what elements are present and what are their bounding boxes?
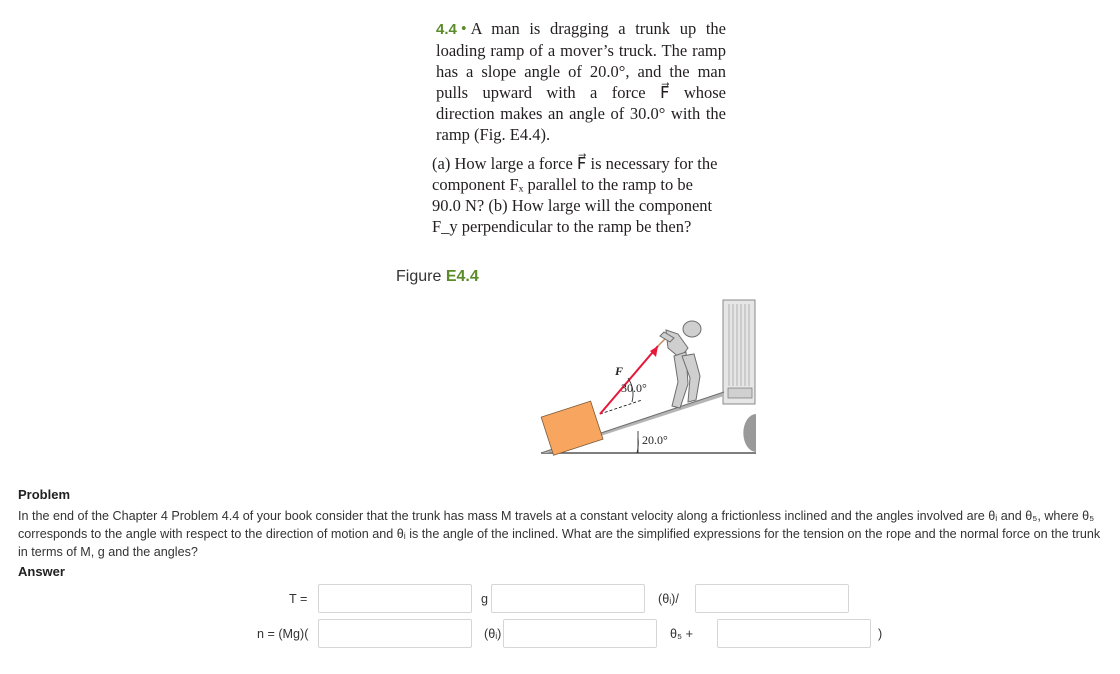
- figure-caption-prefix: Figure: [396, 268, 442, 285]
- normal-force-theta-label: θ₅ +: [670, 627, 693, 641]
- normal-force-input-2[interactable]: [503, 619, 657, 648]
- ramp-angle-label: 20.0°: [642, 433, 668, 447]
- book-problem-text: A man is dragging a trunk up the loading ramp of a mover’s truck. The ramp has a slope angle of 20.0°, and the man pulls upward with a force F⃗ whose direction makes an angle of 30.0° with the ramp (Fig. E4.4).: [436, 19, 726, 144]
- tension-input-3[interactable]: [695, 584, 849, 613]
- book-problem-paragraph: [436, 18, 726, 145]
- normal-force-input-3[interactable]: [717, 619, 871, 648]
- figure-caption-number: E4.4: [445, 268, 479, 285]
- ramp-figure: [538, 296, 756, 462]
- force-label: F⃗: [615, 364, 633, 378]
- rope-angle-label: 30.0°: [621, 381, 647, 395]
- book-question: (a) How large a force F⃗ is necessary for the component Fₓ parallel to the ramp to be 90.0 N? (b) How large will the component F_y perpendicular to the ramp be then?: [432, 154, 718, 236]
- normal-force-closing-paren: ): [878, 627, 883, 641]
- tension-input-2[interactable]: [491, 584, 645, 613]
- bullet-icon: •: [460, 19, 467, 38]
- normal-force-angle-label: (θᵢ): [484, 627, 502, 641]
- normal-force-label: n = (Mg)(: [257, 627, 309, 641]
- normal-force-input-1[interactable]: [318, 619, 472, 648]
- trunk: [541, 401, 603, 455]
- tension-g-label: g: [481, 592, 489, 606]
- answer-heading: Answer: [18, 564, 65, 579]
- tension-angle-label: (θᵢ)/: [658, 592, 679, 606]
- truck-wheel: [743, 414, 756, 452]
- figure-caption: [396, 268, 479, 286]
- truck-bumper: [728, 388, 752, 398]
- problem-heading: Problem: [18, 487, 71, 502]
- tension-input-1[interactable]: [318, 584, 472, 613]
- book-problem-number: 4.4: [436, 21, 457, 38]
- tension-label: T =: [289, 592, 308, 606]
- man: [660, 321, 701, 408]
- problem-text: In the end of the Chapter 4 Problem 4.4 of your book consider that the trunk has mass M travels at a constant velocity along a frictionless inclined and the angles involved are θᵢ and θ₅, where θ₅ corresponds to the angle with respect to the direction of motion and θᵢ is the angle of the inclined. What are the simplified expressions for the tension on the rope and the normal force on the trunk in terms of M, g and the angles?: [18, 509, 1101, 559]
